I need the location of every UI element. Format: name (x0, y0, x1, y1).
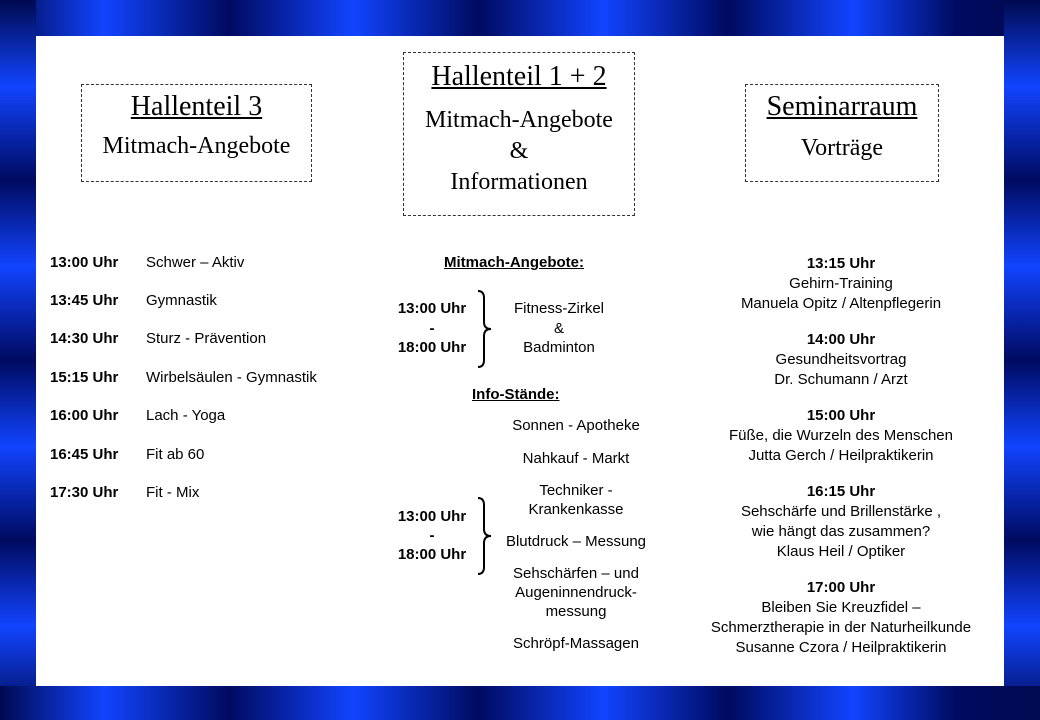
info-brace-icon (476, 497, 496, 575)
hall-1-2-box (403, 52, 635, 216)
talk-line: Gehirn-Training (789, 275, 893, 292)
hall-1-2-line1: Mitmach-Angebote (425, 107, 613, 133)
schedule-time: 15:15 Uhr (50, 369, 119, 386)
content-panel (36, 36, 1004, 686)
talk-line: Füße, die Wurzeln des Menschen (729, 427, 953, 444)
frame-right (1004, 0, 1040, 720)
info-item: Blutdruck – Messung (505, 533, 647, 550)
talk-time: 16:15 Uhr (806, 483, 876, 500)
info-time-end: 18:00 Uhr (397, 546, 467, 563)
mitmach-item: Fitness-Zirkel (513, 300, 604, 317)
schedule-activity: Schwer – Aktiv (146, 254, 245, 271)
schedule-time: 17:30 Uhr (50, 484, 119, 501)
schedule-activity: Wirbelsäulen - Gymnastik (146, 369, 317, 386)
schedule-activity: Fit ab 60 (146, 446, 205, 463)
schedule-time: 14:30 Uhr (50, 330, 119, 347)
info-time-dash: - (429, 527, 435, 544)
mitmach-heading: Mitmach-Angebote: (444, 254, 584, 271)
talk-item (676, 578, 1006, 658)
talk-line: wie hängt das zusammen? (751, 523, 931, 540)
mitmach-time-start: 13:00 Uhr (397, 300, 467, 317)
info-time-start: 13:00 Uhr (397, 508, 467, 525)
mitmach-brace-icon (476, 290, 496, 368)
hall-1-2-line3: Informationen (450, 169, 588, 195)
talk-time: 13:15 Uhr (806, 255, 876, 272)
mitmach-item: & (553, 320, 564, 337)
seminar-title: Seminarraum (766, 91, 918, 122)
schedule-time: 16:45 Uhr (50, 446, 119, 463)
info-item: Krankenkasse (528, 501, 624, 518)
info-item: Schröpf-Massagen (513, 635, 639, 652)
seminar-box (745, 84, 939, 182)
hall-3-box (81, 84, 312, 182)
info-heading: Info-Stände: (472, 386, 560, 403)
frame-left (0, 0, 36, 720)
info-item: Nahkauf - Markt (522, 450, 630, 467)
talk-item (676, 330, 1006, 390)
hall-1-2-line2: & (509, 138, 529, 164)
hall-3-title: Hallenteil 3 (130, 91, 263, 122)
seminar-subtitle: Vorträge (800, 135, 884, 161)
schedule-time: 13:45 Uhr (50, 292, 119, 309)
schedule-activity: Gymnastik (146, 292, 217, 309)
talk-line: Dr. Schumann / Arzt (774, 371, 908, 388)
talk-item (676, 482, 1006, 562)
frame-top (0, 0, 1040, 36)
talk-line: Gesundheitsvortrag (775, 351, 907, 368)
frame-bottom (0, 686, 1040, 720)
schedule-activity: Lach - Yoga (146, 407, 226, 424)
talk-line: Bleiben Sie Kreuzfidel – (761, 599, 921, 616)
mitmach-time-end: 18:00 Uhr (397, 339, 467, 356)
hall-3-subtitle: Mitmach-Angebote (102, 133, 291, 159)
schedule-time: 13:00 Uhr (50, 254, 119, 271)
info-item: Sonnen - Apotheke (512, 417, 640, 434)
schedule-activity: Sturz - Prävention (146, 330, 267, 347)
talk-line: Susanne Czora / Heilpraktikerin (735, 639, 947, 656)
info-item: Sehschärfen – und (513, 565, 639, 582)
info-item: messung (545, 603, 607, 620)
talk-time: 14:00 Uhr (806, 331, 876, 348)
talk-line: Sehschärfe und Brillenstärke , (740, 503, 942, 520)
mitmach-time-dash: - (429, 320, 435, 337)
schedule-time: 16:00 Uhr (50, 407, 119, 424)
info-item: Techniker - (539, 482, 613, 499)
talk-line: Klaus Heil / Optiker (776, 543, 906, 560)
talk-line: Schmerztherapie in der Naturheilkunde (710, 619, 972, 636)
mitmach-item: Badminton (523, 339, 595, 356)
talk-item (676, 254, 1006, 314)
talk-time: 17:00 Uhr (806, 579, 876, 596)
schedule-activity: Fit - Mix (146, 484, 200, 501)
talk-line: Jutta Gerch / Heilpraktikerin (748, 447, 934, 464)
talk-item (676, 406, 1006, 466)
talk-time: 15:00 Uhr (806, 407, 876, 424)
info-item: Augeninnendruck- (515, 584, 637, 601)
hall-1-2-title: Hallenteil 1 + 2 (431, 61, 607, 92)
talk-line: Manuela Opitz / Altenpflegerin (740, 295, 942, 312)
